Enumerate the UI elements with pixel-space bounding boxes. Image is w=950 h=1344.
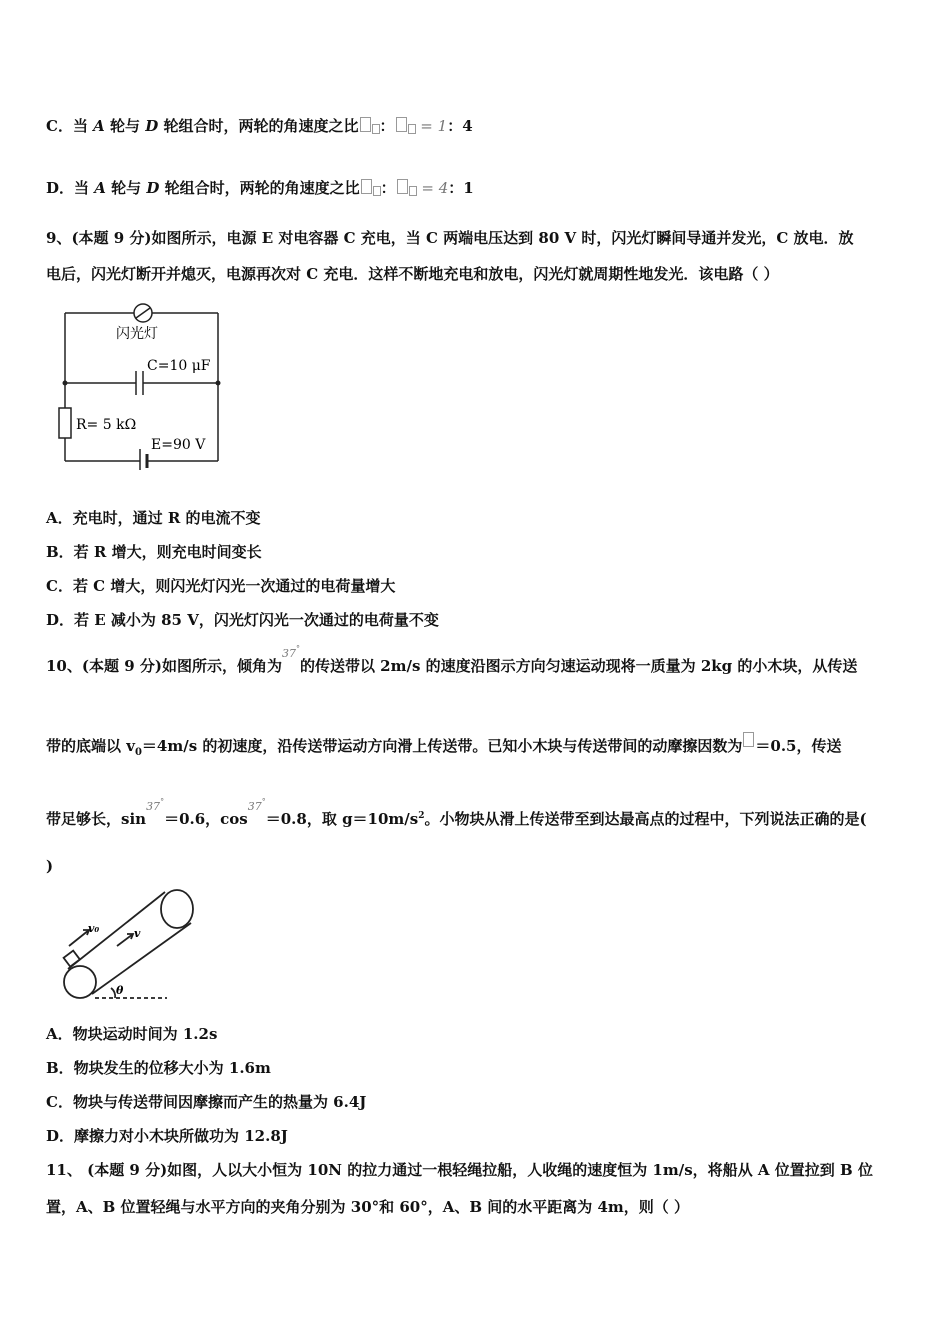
q10-conveyor-diagram <box>55 882 215 1006</box>
resistor-label: R= 5 kΩ <box>76 417 137 433</box>
q10-stem-line1: 10、(本题 9 分)如图所示，倾角为$^{37^\circ}$的传送带以 2m/s 的速度沿图示方向匀速运动现将一质量为 2kg 的小木块，从传送 <box>46 644 858 675</box>
q9-option-b: B．若 R 增大，则充电时间变长 <box>46 543 262 561</box>
q9-option-d: D．若 E 减小为 85 V，闪光灯闪光一次通过的电荷量不变 <box>46 611 439 629</box>
q8-option-c: C．当 A 轮与 D 轮组合时，两轮的角速度之比 ： = 1：4 <box>46 117 473 135</box>
missing-glyph-icon <box>372 124 380 134</box>
q9-option-c: C．若 C 增大，则闪光灯闪光一次通过的电荷量增大 <box>46 577 396 595</box>
v0-label: v₀ <box>88 922 100 935</box>
q10-stem-line2: 带的底端以 $v_0=4m/s$ 的初速度，沿传送带运动方向滑上传送带。已知小木块与传送带间的动摩擦因数为 ＝0.5，传送 <box>46 732 842 763</box>
q9-stem-line1: 9、(本题 9 分)如图所示，电源 E 对电容器 C 充电，当 C 两端电压达到 80 V 时，闪光灯瞬间导通并发光，C 放电．放 <box>46 229 854 247</box>
q8-option-d: D．当 A 轮与 D 轮组合时，两轮的角速度之比 ： = 4：1 <box>46 179 474 197</box>
q11-stem-line2: 置，A、B 位置轻绳与水平方向的夹角分别为 30°和 60°，A、B 间的水平距离为 4m，则（ ） <box>46 1198 690 1216</box>
lamp-label: 闪光灯 <box>116 326 158 342</box>
q10-option-a: A．物块运动时间为 1.2s <box>46 1025 218 1043</box>
missing-glyph-icon <box>408 124 416 134</box>
q9-circuit-diagram <box>50 298 240 470</box>
q9-option-a: A．充电时，通过 R 的电流不变 <box>46 509 261 527</box>
missing-glyph-icon <box>361 179 372 194</box>
theta-label: θ <box>116 984 124 997</box>
capacitor-label: C=10 μF <box>147 358 211 374</box>
missing-glyph-icon <box>743 732 754 747</box>
q10-stem-line3: 带足够长，$\sin^{37^\circ}=0.6$，$\cos^{37^\circ}=0.8$，取 $g=10m/s^2$。小物块从滑上传送带至到达最高点的过程中，下列说法正确的是( <box>46 797 867 828</box>
q11-stem-line1: 11、 (本题 9 分)如图，人以大小恒为 10N 的拉力通过一根轻绳拉船，人收绳的速度恒为 1m/s，将船从 A 位置拉到 B 位 <box>46 1161 873 1179</box>
q9-stem-line2: 电后，闪光灯断开并熄灭，电源再次对 C 充电．这样不断地充电和放电，闪光灯就周期性地发光．该电路（ ） <box>46 265 779 283</box>
v-label: v <box>134 927 141 940</box>
q10-option-b: B．物块发生的位移大小为 1.6m <box>46 1059 271 1077</box>
q10-stem-line4: ) <box>46 857 54 875</box>
missing-glyph-icon <box>373 186 381 196</box>
missing-glyph-icon <box>360 117 371 132</box>
missing-glyph-icon <box>409 186 417 196</box>
q10-option-c: C．物块与传送带间因摩擦而产生的热量为 6.4J <box>46 1093 367 1111</box>
emf-label: E=90 V <box>151 437 206 453</box>
missing-glyph-icon <box>396 117 407 132</box>
missing-glyph-icon <box>397 179 408 194</box>
q10-option-d: D．摩擦力对小木块所做功为 12.8J <box>46 1127 288 1145</box>
